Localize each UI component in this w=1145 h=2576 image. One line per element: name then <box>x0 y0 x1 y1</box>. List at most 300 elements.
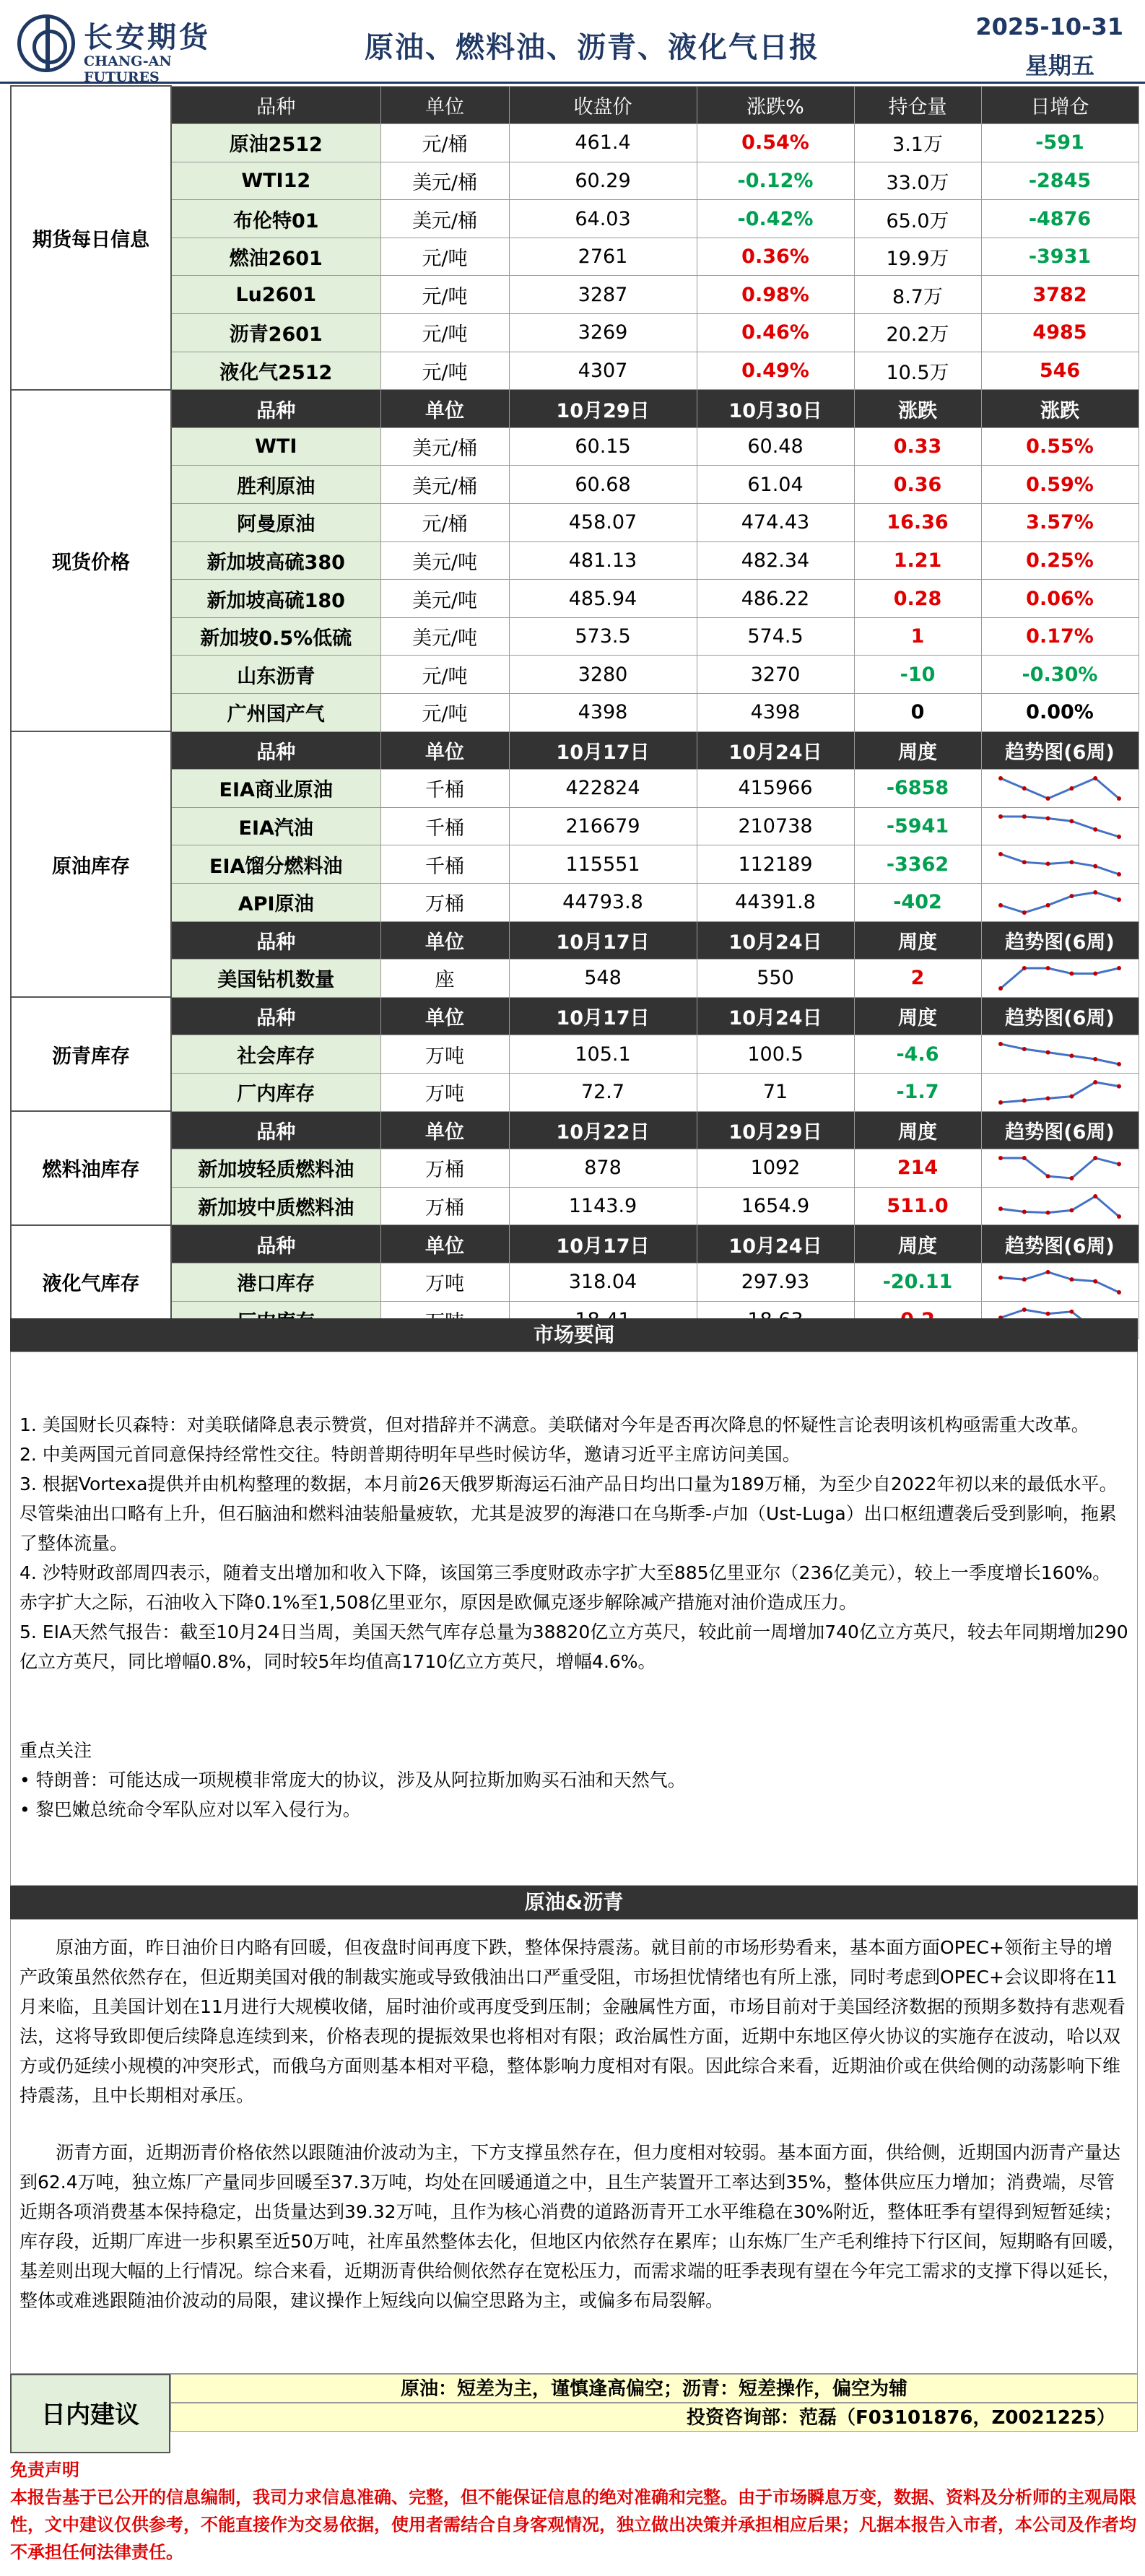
trend-cell <box>981 1187 1139 1225</box>
trend-sparkline <box>995 1268 1125 1297</box>
price-day1: 4398 <box>509 694 697 732</box>
trend-point <box>1022 814 1027 819</box>
trend-cell <box>981 770 1139 808</box>
trend-point <box>1093 864 1097 869</box>
close-price: 4307 <box>509 352 697 390</box>
trend-point <box>1069 894 1074 898</box>
change-pct: 3.57% <box>981 504 1139 542</box>
trend-point <box>1022 1047 1027 1051</box>
unit: 美元/吨 <box>380 541 509 580</box>
column-header: 10月17日 <box>509 731 697 770</box>
value-week1: 878 <box>509 1149 697 1188</box>
section-label: 沥青库存 <box>11 997 171 1111</box>
inventory-name: 港口库存 <box>171 1263 380 1301</box>
unit: 元/吨 <box>380 694 509 732</box>
report-title: 原油、燃料油、沥青、液化气日报 <box>365 31 819 64</box>
trend-point <box>1046 796 1050 801</box>
trend-point <box>1117 1084 1121 1088</box>
value-week1: 1143.9 <box>509 1187 697 1225</box>
price-day2: 474.43 <box>697 504 854 542</box>
close-price: 2761 <box>509 238 697 276</box>
change-pct: 0.98% <box>697 276 854 314</box>
trend-sparkline <box>995 1192 1125 1221</box>
unit: 美元/桶 <box>380 466 509 504</box>
value-week1: 72.7 <box>509 1073 697 1111</box>
column-header: 单位 <box>380 1111 509 1149</box>
trend-point <box>1022 1098 1027 1102</box>
trend-point <box>1093 1080 1097 1084</box>
column-header: 趋势图(6周) <box>981 1225 1139 1263</box>
column-header: 品种 <box>171 1225 380 1263</box>
change-pct: 0.25% <box>981 541 1139 580</box>
daily-oi-change: -591 <box>981 124 1139 162</box>
trend-point <box>1117 1162 1121 1166</box>
price-day2: 4398 <box>697 694 854 732</box>
trend-point <box>1117 872 1121 876</box>
trend-point <box>1117 1062 1121 1066</box>
column-header: 10月17日 <box>509 921 697 960</box>
trend-point <box>1069 819 1074 823</box>
trend-point <box>1117 796 1121 801</box>
trend-point <box>1069 1094 1074 1098</box>
spot-name: 胜利原油 <box>171 466 380 504</box>
trend-point <box>1069 786 1074 791</box>
table-row <box>11 162 1139 200</box>
trend-point <box>1093 1194 1097 1198</box>
value-week2: 71 <box>697 1073 854 1111</box>
table-row <box>11 1035 1139 1074</box>
trend-point <box>1093 971 1097 975</box>
column-header: 日增仓 <box>981 86 1139 124</box>
trend-cell <box>981 960 1139 998</box>
contract-name: 原油2512 <box>171 124 380 162</box>
change: 0.36 <box>854 466 981 504</box>
unit: 座 <box>380 960 509 998</box>
trend-cell <box>981 1073 1139 1111</box>
column-header: 趋势图(6周) <box>981 997 1139 1035</box>
change: 1 <box>854 617 981 656</box>
inventory-name: EIA汽油 <box>171 807 380 845</box>
table-row <box>11 883 1139 921</box>
table-row <box>11 1073 1139 1111</box>
trend-point <box>1022 910 1027 915</box>
price-day1: 60.68 <box>509 466 697 504</box>
contract-name: WTI12 <box>171 162 380 200</box>
table-row <box>11 580 1139 618</box>
column-header: 周度 <box>854 731 981 770</box>
price-day1: 573.5 <box>509 617 697 656</box>
trend-point <box>998 1206 1003 1211</box>
change-pct: -0.30% <box>981 656 1139 694</box>
weekly-change: 511.0 <box>854 1187 981 1225</box>
trend-point <box>1069 1208 1074 1212</box>
column-header: 单位 <box>380 86 509 124</box>
inventory-name: 厂内库存 <box>171 1073 380 1111</box>
inventory-name: 美国钻机数量 <box>171 960 380 998</box>
weekly-change: -1.7 <box>854 1073 981 1111</box>
value-week1: 105.1 <box>509 1035 697 1074</box>
table-row <box>11 845 1139 884</box>
change-pct: -0.42% <box>697 200 854 238</box>
column-header: 单位 <box>380 1225 509 1263</box>
open-interest: 3.1万 <box>854 124 981 162</box>
trend-point <box>1022 860 1027 864</box>
table-row <box>11 694 1139 732</box>
news-item: 1. 美国财长贝森特：对美联储降息表示赞赏，但对措辞并不满意。美联储对今年是否再次降息的怀疑性言论表明该机构亟需重大改革。 <box>19 1414 1089 1435</box>
news-item: 5. EIA天然气报告：截至10月24日当周，美国天然气库存总量为38820亿立方英尺，较此前一周增加740亿立方英尺，较去年同期增加290亿立方英尺，同比增幅0.8%，同时较5年均值高1710亿立方英尺，增幅4.6%。 <box>19 1622 1128 1672</box>
column-header: 收盘价 <box>509 86 697 124</box>
analysis-crude: 原油方面，昨日油价日内略有回暖，但夜盘时间再度下跌，整体保持震荡。就目前的市场形势看来，基本面方面OPEC+领衔主导的增产政策虽然依然存在，但近期美国对俄的制裁实施或导致俄油出口严重受阻，市场担忧情绪也有所上涨，同时考虑到OPEC+会议即将在11月来临，且美国计划在11月进行大规模收储，届时油价或再度受到压制；金融属性方面，市场目前对于美国经济数据的预期多数持有悲观看法，这将导致即便后续降息连续到来，价格表现的提振效果也将相对有限；政治属性方面，近期中东地区停火协议的实施存在波动，哈以双方或仍延续小规模的冲突形式，而俄乌方面则基本相对平稳，整体影响力度相对有限。因此综合来看，近期油价或在供给侧的动荡影响下维持震荡，且中长期相对承压。 <box>19 1937 1126 2106</box>
trend-point <box>998 903 1003 908</box>
close-price: 461.4 <box>509 124 697 162</box>
table-row <box>11 276 1139 314</box>
trend-point <box>1117 1214 1121 1219</box>
value-week2: 550 <box>697 960 854 998</box>
unit: 美元/吨 <box>380 580 509 618</box>
column-header: 10月29日 <box>509 390 697 428</box>
trend-point <box>998 1156 1003 1160</box>
unit: 元/桶 <box>380 124 509 162</box>
unit: 千桶 <box>380 845 509 884</box>
trend-point <box>1046 816 1050 820</box>
spot-name: WTI <box>171 427 380 466</box>
value-week2: 297.93 <box>697 1263 854 1301</box>
weekly-change: 214 <box>854 1149 981 1188</box>
column-header: 10月24日 <box>697 731 854 770</box>
column-header: 单位 <box>380 731 509 770</box>
column-header: 趋势图(6周) <box>981 731 1139 770</box>
focus-item: • 特朗普：可能达成一项规模非常庞大的协议，涉及从阿拉斯加购买石油和天然气。 <box>19 1770 686 1790</box>
unit: 美元/桶 <box>380 162 509 200</box>
column-header: 趋势图(6周) <box>981 921 1139 960</box>
report-date: 2025-10-31 <box>975 13 1123 40</box>
unit: 万桶 <box>380 1149 509 1188</box>
change: 0.33 <box>854 427 981 466</box>
spot-name: 新加坡高硫380 <box>171 541 380 580</box>
disclaimer <box>10 2456 1138 2566</box>
unit: 元/吨 <box>380 656 509 694</box>
trend-point <box>1046 862 1050 866</box>
open-interest: 19.9万 <box>854 238 981 276</box>
unit: 万桶 <box>380 883 509 921</box>
column-header: 单位 <box>380 390 509 428</box>
trend-point <box>1093 890 1097 895</box>
value-week2: 44391.8 <box>697 883 854 921</box>
column-header: 10月24日 <box>697 921 854 960</box>
trend-point <box>998 776 1003 780</box>
spot-name: 广州国产气 <box>171 694 380 732</box>
trend-point <box>1069 1053 1074 1058</box>
open-interest: 65.0万 <box>854 200 981 238</box>
unit: 万吨 <box>380 1035 509 1074</box>
recommendation <box>10 2374 1138 2453</box>
trend-cell <box>981 1035 1139 1074</box>
table-row <box>11 504 1139 542</box>
table-row <box>11 656 1139 694</box>
trend-point <box>1022 1209 1027 1214</box>
logo-mark-icon <box>17 14 75 72</box>
close-price: 3269 <box>509 314 697 352</box>
report-header <box>0 0 1145 84</box>
unit: 元/桶 <box>380 504 509 542</box>
weekly-change: -5941 <box>854 807 981 845</box>
change: 0.28 <box>854 580 981 618</box>
trend-point <box>1022 786 1027 791</box>
column-header: 品种 <box>171 921 380 960</box>
contract-name: Lu2601 <box>171 276 380 314</box>
trend-point <box>1117 897 1121 902</box>
column-header: 持仓量 <box>854 86 981 124</box>
trend-point <box>1046 966 1050 970</box>
value-week2: 1092 <box>697 1149 854 1188</box>
market-news-box <box>10 1352 1138 1886</box>
weekly-change: -20.11 <box>854 1263 981 1301</box>
trend-point <box>1046 1312 1050 1316</box>
column-header: 涨跌% <box>697 86 854 124</box>
table-row <box>11 541 1139 580</box>
value-week1: 115551 <box>509 845 697 884</box>
unit: 万吨 <box>380 1263 509 1301</box>
analysis-title: 原油&沥青 <box>10 1886 1138 1919</box>
table-row <box>11 960 1139 998</box>
column-header: 10月22日 <box>509 1111 697 1149</box>
trend-point <box>1022 966 1027 970</box>
trend-sparkline <box>995 812 1125 841</box>
news-item: 2. 中美两国元首同意保持经常性交往。特朗普期待明年早些时候访华，邀请习近平主席访问美国。 <box>19 1444 801 1465</box>
close-price: 64.03 <box>509 200 697 238</box>
close-price: 3287 <box>509 276 697 314</box>
trend-point <box>1046 1096 1050 1100</box>
column-header: 10月17日 <box>509 1225 697 1263</box>
unit: 元/吨 <box>380 276 509 314</box>
news-item: 4. 沙特财政部周四表示，随着支出增加和收入下降，该国第三季度财政赤字扩大至885亿里亚尔（236亿美元），较上一季度增长160%。赤字扩大之际，石油收入下降0.1%至1,508亿里亚尔，原因是欧佩克逐步解除减产措施对油价造成压力。 <box>19 1562 1111 1613</box>
value-week1: 422824 <box>509 770 697 808</box>
change-pct: 0.46% <box>697 314 854 352</box>
column-header: 周度 <box>854 1225 981 1263</box>
contract-name: 燃油2601 <box>171 238 380 276</box>
trend-point <box>998 814 1003 819</box>
trend-point <box>1093 1279 1097 1283</box>
inventory-name: API原油 <box>171 883 380 921</box>
column-header: 趋势图(6周) <box>981 1111 1139 1149</box>
analysis-asphalt: 沥青方面，近期沥青价格依然以跟随油价波动为主，下方支撑虽然存在，但力度相对较弱。基本面方面，供给侧，近期国内沥青产量达到62.4万吨，独立炼厂产量同步回暖至37.3万吨，均处在回暖通道之中，且生产装置开工率达到35%，整体供应压力增加；消费端，尽管近期各项消费基本保持稳定，出货量达到39.32万吨，且作为核心消费的道路沥青开工水平维稳在30%附近，整体旺季有望得到短暂延续；库存段，近期厂库进一步积累至近50万吨，社库虽然整体去化，但地区内依然存在累库；山东炼厂生产毛利维持下行区间，短期略有回暖，基差则出现大幅的上行情况。综合来看，近期沥青供给侧依然存在宽松压力，而需求端的旺季表现有望在今年完工需求的支撑下得以延长，整体或难逃跟随油价波动的局限，建议操作上短线向以偏空思路为主，或偏多布局裂解。 <box>19 2142 1126 2311</box>
price-day1: 60.15 <box>509 427 697 466</box>
column-header: 10月24日 <box>697 1225 854 1263</box>
open-interest: 33.0万 <box>854 162 981 200</box>
trend-sparkline <box>995 888 1125 917</box>
trend-point <box>1069 971 1074 975</box>
value-week2: 112189 <box>697 845 854 884</box>
table-row <box>11 770 1139 808</box>
column-header: 10月30日 <box>697 390 854 428</box>
company-logo <box>17 12 227 85</box>
unit: 美元/桶 <box>380 427 509 466</box>
table-row <box>11 1263 1139 1301</box>
weekly-change: -6858 <box>854 770 981 808</box>
inventory-name: 新加坡轻质燃料油 <box>171 1149 380 1188</box>
analysis-box <box>10 1919 1138 2374</box>
change-pct: -0.12% <box>697 162 854 200</box>
unit: 元/吨 <box>380 352 509 390</box>
column-header: 10月24日 <box>697 997 854 1035</box>
value-week1: 318.04 <box>509 1263 697 1301</box>
value-week1: 548 <box>509 960 697 998</box>
unit: 千桶 <box>380 807 509 845</box>
trend-point <box>1046 1210 1050 1214</box>
daily-oi-change: 3782 <box>981 276 1139 314</box>
trend-point <box>1117 835 1121 839</box>
change: 0 <box>854 694 981 732</box>
spot-name: 山东沥青 <box>171 656 380 694</box>
unit: 万吨 <box>380 1073 509 1111</box>
logo-en: CHANG-AN FUTURES <box>84 53 172 85</box>
change: -10 <box>854 656 981 694</box>
trend-cell <box>981 883 1139 921</box>
trend-point <box>998 1275 1003 1279</box>
spot-name: 新加坡高硫180 <box>171 580 380 618</box>
trend-point <box>1022 1156 1027 1160</box>
change-pct: 0.06% <box>981 580 1139 618</box>
trend-point <box>1093 776 1097 780</box>
table-row <box>11 124 1139 162</box>
change-pct: 0.00% <box>981 694 1139 732</box>
inventory-name: 社会库存 <box>171 1035 380 1074</box>
weekly-change: -402 <box>854 883 981 921</box>
contract-name: 液化气2512 <box>171 352 380 390</box>
weekly-change: 2 <box>854 960 981 998</box>
daily-oi-change: 4985 <box>981 314 1139 352</box>
spot-name: 阿曼原油 <box>171 504 380 542</box>
section-label: 期货每日信息 <box>11 86 171 390</box>
column-header: 周度 <box>854 997 981 1035</box>
trend-point <box>998 852 1003 856</box>
trend-point <box>1046 1174 1050 1178</box>
trend-point <box>1117 966 1121 970</box>
price-day1: 458.07 <box>509 504 697 542</box>
unit: 元/吨 <box>380 238 509 276</box>
trend-point <box>1069 1277 1074 1282</box>
analyst-credit: 投资咨询部：范磊（F03101876，Z0021225） <box>170 2403 1138 2432</box>
recommendation-label: 日内建议 <box>10 2374 170 2453</box>
section-label: 燃料油库存 <box>11 1111 171 1225</box>
trend-point <box>1046 1050 1050 1055</box>
trend-sparkline <box>995 850 1125 879</box>
value-week2: 210738 <box>697 807 854 845</box>
column-header: 单位 <box>380 997 509 1035</box>
column-header: 10月29日 <box>697 1111 854 1149</box>
value-week2: 1654.9 <box>697 1187 854 1225</box>
recommendation-text: 原油：短差为主，谨慎逢高偏空；沥青：短差操作，偏空为辅 <box>170 2374 1138 2403</box>
column-header: 品种 <box>171 731 380 770</box>
change-pct: 0.59% <box>981 466 1139 504</box>
daily-oi-change: -2845 <box>981 162 1139 200</box>
table-row <box>11 314 1139 352</box>
inventory-name: 新加坡中质燃料油 <box>171 1187 380 1225</box>
table-row <box>11 1187 1139 1225</box>
column-header: 涨跌 <box>981 390 1139 428</box>
daily-oi-change: -3931 <box>981 238 1139 276</box>
trend-point <box>1069 1176 1074 1180</box>
column-header: 10月17日 <box>509 997 697 1035</box>
column-header: 品种 <box>171 997 380 1035</box>
change: 16.36 <box>854 504 981 542</box>
disclaimer-title: 免责声明 <box>10 2460 79 2480</box>
logo-cn: 长安期货 <box>84 21 211 54</box>
price-day2: 574.5 <box>697 617 854 656</box>
market-news-title: 市场要闻 <box>10 1318 1138 1352</box>
table-row <box>11 427 1139 466</box>
trend-point <box>1046 1270 1050 1274</box>
trend-point <box>1046 903 1050 908</box>
trend-point <box>1069 860 1074 864</box>
value-week1: 44793.8 <box>509 883 697 921</box>
section-label: 现货价格 <box>11 390 171 731</box>
price-day2: 60.48 <box>697 427 854 466</box>
contract-name: 沥青2601 <box>171 314 380 352</box>
table-row <box>11 238 1139 276</box>
price-day1: 3280 <box>509 656 697 694</box>
close-price: 60.29 <box>509 162 697 200</box>
trend-point <box>1117 1290 1121 1294</box>
trend-cell <box>981 807 1139 845</box>
trend-cell <box>981 1149 1139 1188</box>
inventory-name: EIA馏分燃料油 <box>171 845 380 884</box>
column-header: 周度 <box>854 921 981 960</box>
price-day2: 3270 <box>697 656 854 694</box>
data-table <box>10 85 1139 1340</box>
contract-name: 布伦特01 <box>171 200 380 238</box>
table-row <box>11 617 1139 656</box>
trend-sparkline <box>995 1040 1125 1069</box>
trend-point <box>1069 1310 1074 1314</box>
news-item: 3. 根据Vortexa提供并由机构整理的数据，本月前26天俄罗斯海运石油产品日均出口量为189万桶，为至少自2022年初以来的最低水平。尽管柴油出口略有上升，但石脑油和燃料油装船量疲软，尤其是波罗的海港口在乌斯季-卢加（Ust-Luga）出口枢纽遭袭后受到影响，拖累了整体流量。 <box>19 1474 1118 1554</box>
weekly-change: -3362 <box>854 845 981 884</box>
unit: 元/吨 <box>380 314 509 352</box>
daily-oi-change: -4876 <box>981 200 1139 238</box>
unit: 万桶 <box>380 1187 509 1225</box>
change-pct: 0.17% <box>981 617 1139 656</box>
daily-oi-change: 546 <box>981 352 1139 390</box>
trend-point <box>1022 1277 1027 1282</box>
price-day2: 482.34 <box>697 541 854 580</box>
table-row <box>11 807 1139 845</box>
section-label: 液化气库存 <box>11 1225 171 1339</box>
unit: 千桶 <box>380 770 509 808</box>
column-header: 品种 <box>171 1111 380 1149</box>
column-header: 涨跌 <box>854 390 981 428</box>
value-week1: 216679 <box>509 807 697 845</box>
change-pct: 0.55% <box>981 427 1139 466</box>
open-interest: 20.2万 <box>854 314 981 352</box>
trend-sparkline <box>995 1154 1125 1183</box>
unit: 美元/桶 <box>380 200 509 238</box>
trend-cell <box>981 1263 1139 1301</box>
spot-name: 新加坡0.5%低硫 <box>171 617 380 656</box>
column-header: 品种 <box>171 390 380 428</box>
table-row <box>11 466 1139 504</box>
price-day1: 485.94 <box>509 580 697 618</box>
focus-item: • 黎巴嫩总统命令军队应对以军入侵行为。 <box>19 1799 361 1820</box>
change: 1.21 <box>854 541 981 580</box>
trend-point <box>1093 827 1097 831</box>
column-header: 单位 <box>380 921 509 960</box>
trend-sparkline <box>995 964 1125 993</box>
report-weekday: 星期五 <box>1024 52 1094 79</box>
disclaimer-text: 本报告基于已公开的信息编制，我司力求信息准确、完整，但不能保证信息的绝对准确和完整。由于市场瞬息万变，数据、资料及分析师的主观局限性，文中建议仅供参考，不能直接作为交易依据，使用者需结合自身客观情况，独立做出决策并承担相应后果；凡据本报告入市者，本公司及作者均不承担任何法律责任。 <box>10 2487 1136 2562</box>
table-row <box>11 352 1139 390</box>
trend-point <box>998 986 1003 991</box>
change-pct: 0.49% <box>697 352 854 390</box>
